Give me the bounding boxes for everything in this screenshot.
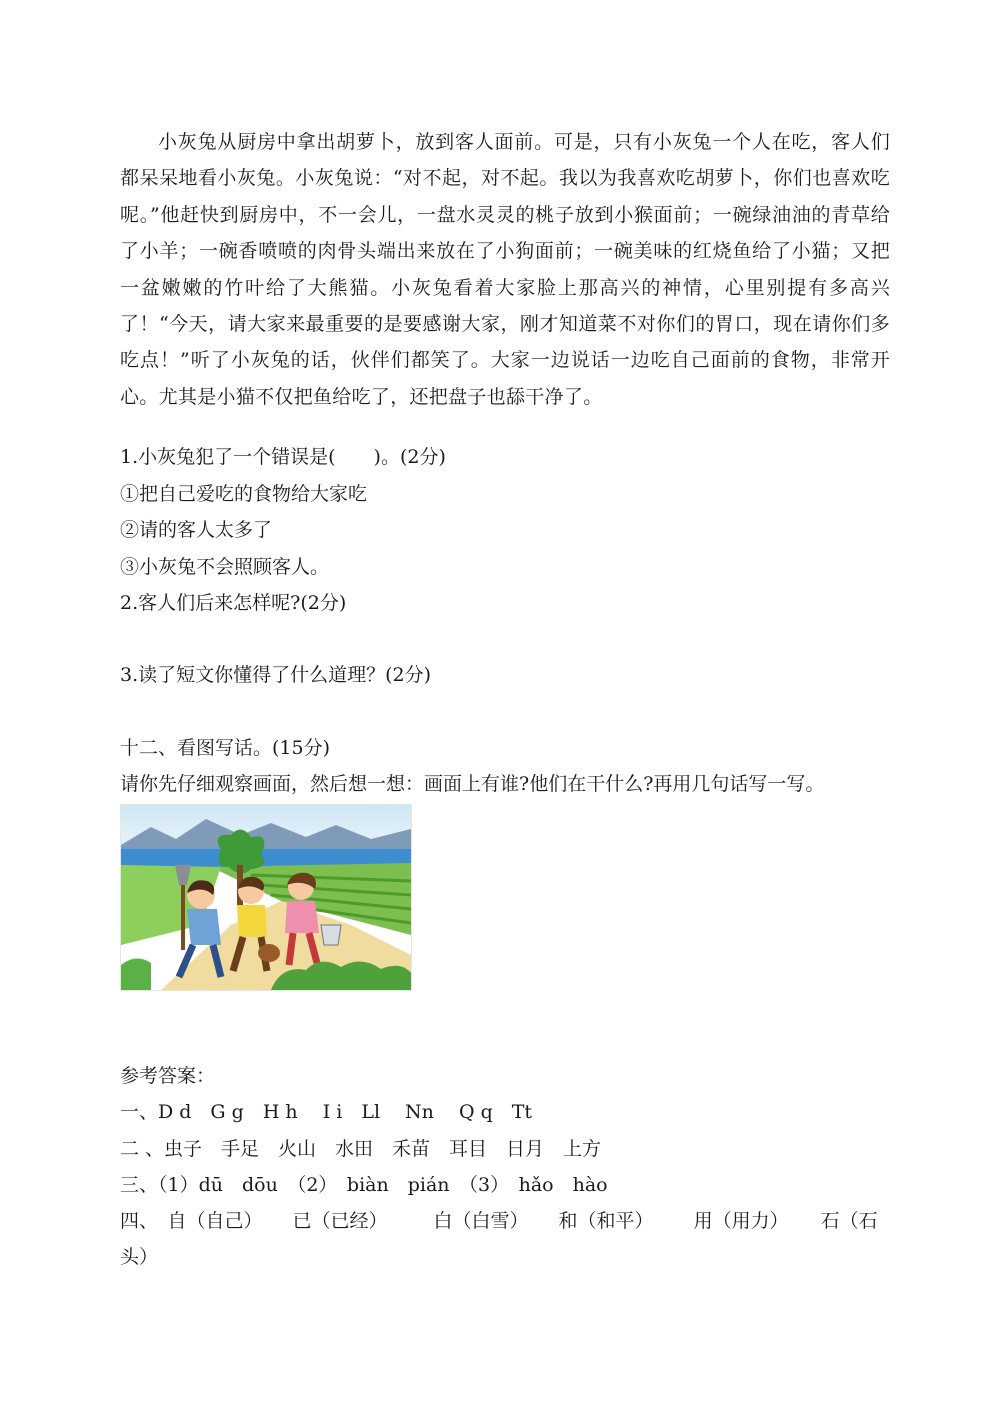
question-1-option-2: ②请的客人太多了 [120, 519, 273, 541]
question-3: 3.读了短文你懂得了什么道理？(2分) [120, 664, 432, 686]
child-2-body [237, 905, 267, 937]
basket [258, 944, 280, 962]
answer-line-1: 一、D d G g H h I i Ll Nn Q q Tt [120, 1101, 533, 1123]
child-1-body [187, 909, 221, 945]
answer-key-heading: 参考答案： [120, 1065, 216, 1087]
answer-4-item: 四、 自（自己） [120, 1210, 263, 1232]
answer-4-item: 白（白雪） [433, 1210, 529, 1232]
bucket [321, 925, 341, 945]
answer-line-3: 三、（1）dū dōu （2） biàn pián （3） hǎo hào [120, 1174, 608, 1196]
child-3-body [285, 901, 319, 933]
shovel-handle [181, 880, 185, 950]
foreground-bush-left [121, 958, 151, 990]
answer-4-item: 和（和平） [558, 1210, 654, 1232]
answer-line-4 [120, 1203, 882, 1275]
question-1-option-3: ③小灰兔不会照顾客人。 [120, 556, 330, 578]
section-12-title: 十二、看图写话。(15分) [120, 737, 331, 759]
reading-passage: 小灰兔从厨房中拿出胡萝卜，放到客人面前。可是，只有小灰兔一个人在吃，客人们都呆呆地看小灰兔。小灰兔说：“对不起，对不起。我以为我喜欢吃胡萝卜，你们也喜欢吃呢。”他赶快到厨房中，不一会儿，一盘水灵灵的桃子放到小猴面前；一碗绿油油的青草给了小羊；一碗香喷喷的肉骨头端出来放在了小狗面前；一碗美味的红烧鱼给了小猫；又把一盆嫩嫩的竹叶给了大熊猫。小灰兔看着大家脸上那高兴的神情，心里别提有多高兴了！“今天，请大家来最重要的是要感谢大家，刚才知道菜不对你们的胃口，现在请你们多吃点！”听了小灰兔的话，伙伴们都笑了。大家一边说话一边吃自己面前的食物，非常开心。尤其是小猫不仅把鱼给吃了，还把盘子也舔干净了。 [120, 131, 890, 408]
illustration-svg [121, 805, 411, 990]
writing-prompt-illustration [120, 804, 412, 991]
answer-line-2: 二 、虫子 手足 火山 水田 禾苗 耳目 日月 上方 [120, 1138, 602, 1160]
question-2: 2.客人们后来怎样呢?(2分) [120, 592, 347, 614]
question-1-option-1: ①把自己爱吃的食物给大家吃 [120, 483, 368, 505]
answer-4-item: 已（已经） [292, 1210, 388, 1232]
answer-4-item: 用（用力） [693, 1210, 789, 1232]
question-1: 1.小灰兔犯了一个错误是( )。(2分) [120, 446, 446, 468]
section-12-instruction: 请你先仔细观察画面，然后想一想：画面上有谁?他们在干什么?再用几句话写一写。 [120, 773, 825, 795]
answer-4-item: 石（石头） [120, 1210, 878, 1268]
